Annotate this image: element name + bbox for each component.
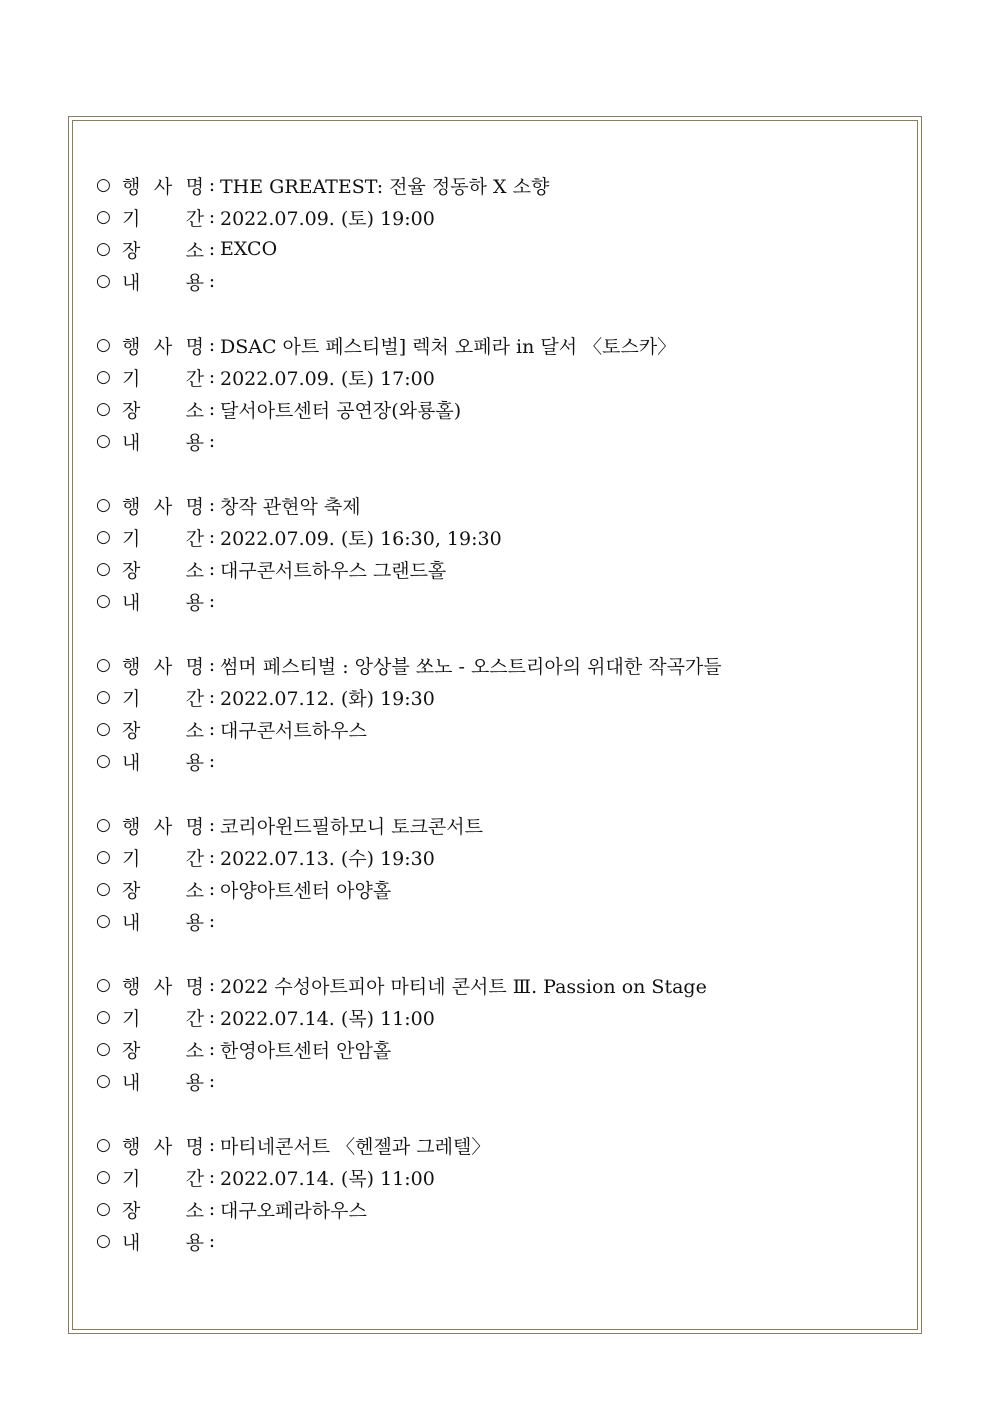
field-separator: :: [208, 686, 216, 708]
circle-bullet-icon: ○: [96, 1167, 111, 1187]
field-separator: :: [208, 398, 216, 420]
event-period-row: [96, 681, 876, 713]
event-block: [96, 809, 876, 937]
event-place-row: [96, 233, 876, 265]
field-separator: :: [208, 174, 216, 196]
field-label: [122, 1004, 204, 1031]
event-place-row: [96, 553, 876, 585]
field-label: [122, 172, 204, 199]
event-name-row: [96, 489, 876, 521]
circle-bullet-icon: ○: [96, 559, 111, 579]
circle-bullet-icon: ○: [96, 239, 111, 259]
field-label-char: 내: [122, 271, 141, 294]
circle-bullet-icon: ○: [96, 335, 111, 355]
field-label: [122, 1164, 204, 1191]
circle-bullet-icon: ○: [96, 399, 111, 419]
field-separator: :: [208, 1134, 216, 1156]
field-label-char: 내: [122, 751, 141, 774]
circle-bullet-icon: ○: [96, 751, 111, 771]
circle-bullet-icon: ○: [96, 175, 111, 195]
circle-bullet-icon: ○: [96, 527, 111, 547]
event-content-row: [96, 905, 876, 937]
event-content-row: [96, 745, 876, 777]
circle-bullet-icon: ○: [96, 1039, 111, 1059]
field-separator: :: [208, 1038, 216, 1060]
event-period-row: [96, 201, 876, 233]
event-place-value: 달서아트센터 공연장(와룡홀): [220, 399, 462, 422]
event-block: [96, 649, 876, 777]
event-name-row: [96, 1129, 876, 1161]
field-separator: :: [208, 238, 216, 260]
page-border: [68, 116, 922, 1334]
field-label-char: 사: [153, 975, 173, 998]
circle-bullet-icon: ○: [96, 591, 111, 611]
event-place-value: 대구콘서트하우스: [220, 719, 367, 742]
event-place-value: 대구콘서트하우스 그랜드홀: [220, 559, 447, 582]
field-label-char: 행: [122, 335, 141, 358]
field-label-char: 간: [185, 847, 204, 870]
field-separator: :: [208, 526, 216, 548]
event-period-row: [96, 361, 876, 393]
field-label: [122, 1068, 204, 1095]
circle-bullet-icon: ○: [96, 687, 111, 707]
field-separator: :: [208, 1070, 216, 1092]
circle-bullet-icon: ○: [96, 367, 111, 387]
field-label-char: 간: [185, 367, 204, 390]
field-label-char: 내: [122, 591, 141, 614]
circle-bullet-icon: ○: [96, 847, 111, 867]
field-label: [122, 812, 204, 839]
event-name-row: [96, 969, 876, 1001]
field-label-char: 사: [153, 655, 173, 678]
field-label-char: 행: [122, 495, 141, 518]
field-label: [122, 684, 204, 711]
field-label: [122, 1228, 204, 1255]
field-separator: :: [208, 1198, 216, 1220]
circle-bullet-icon: ○: [96, 495, 111, 515]
event-content-row: [96, 425, 876, 457]
event-place-value: 아양아트센터 아양홀: [220, 879, 392, 902]
event-content-row: [96, 585, 876, 617]
field-separator: :: [208, 878, 216, 900]
field-label-char: 행: [122, 1135, 141, 1158]
field-label-char: 명: [185, 815, 204, 838]
event-name-value: DSAC 아트 페스티벌] 렉처 오페라 in 달서 〈토스카〉: [220, 335, 677, 358]
event-block: [96, 969, 876, 1097]
event-place-row: [96, 873, 876, 905]
field-separator: :: [208, 910, 216, 932]
field-separator: :: [208, 1166, 216, 1188]
event-block: [96, 329, 876, 457]
event-period-value: 2022.07.13. (수) 19:30: [220, 847, 435, 870]
field-label-char: 소: [185, 239, 204, 262]
field-separator: :: [208, 814, 216, 836]
field-label-char: 사: [153, 495, 173, 518]
field-label-char: 명: [185, 655, 204, 678]
field-label-char: 기: [122, 1167, 141, 1190]
event-name-row: [96, 329, 876, 361]
field-separator: :: [208, 846, 216, 868]
event-period-value: 2022.07.09. (토) 16:30, 19:30: [220, 527, 502, 550]
event-place-row: [96, 1193, 876, 1225]
field-label-char: 기: [122, 207, 141, 230]
event-content-row: [96, 1225, 876, 1257]
event-place-value: 한영아트센터 안암홀: [220, 1039, 392, 1062]
field-label-char: 내: [122, 1231, 141, 1254]
field-label-char: 장: [122, 239, 141, 262]
event-place-row: [96, 1033, 876, 1065]
event-content-row: [96, 265, 876, 297]
event-period-value: 2022.07.09. (토) 17:00: [220, 367, 435, 390]
field-label-char: 내: [122, 911, 141, 934]
field-label-char: 소: [185, 1039, 204, 1062]
circle-bullet-icon: ○: [96, 815, 111, 835]
field-label-char: 행: [122, 815, 141, 838]
event-name-row: [96, 809, 876, 841]
event-period-row: [96, 841, 876, 873]
field-label-char: 소: [185, 399, 204, 422]
field-label-char: 장: [122, 719, 141, 742]
field-separator: :: [208, 1230, 216, 1252]
field-separator: :: [208, 366, 216, 388]
field-label: [122, 396, 204, 423]
field-label-char: 용: [185, 591, 204, 614]
circle-bullet-icon: ○: [96, 1231, 111, 1251]
field-label: [122, 236, 204, 263]
field-label: [122, 844, 204, 871]
event-period-value: 2022.07.14. (목) 11:00: [220, 1167, 435, 1190]
field-label: [122, 332, 204, 359]
field-separator: :: [208, 1006, 216, 1028]
circle-bullet-icon: ○: [96, 1199, 111, 1219]
event-name-value: 창작 관현악 축제: [220, 495, 361, 518]
field-label-char: 용: [185, 1071, 204, 1094]
field-label: [122, 652, 204, 679]
field-label-char: 간: [185, 1007, 204, 1030]
event-block: [96, 489, 876, 617]
event-list: [96, 169, 876, 1289]
field-label-char: 기: [122, 527, 141, 550]
field-separator: :: [208, 270, 216, 292]
field-label: [122, 908, 204, 935]
field-label: [122, 1132, 204, 1159]
field-label-char: 기: [122, 847, 141, 870]
field-label: [122, 1196, 204, 1223]
field-separator: :: [208, 718, 216, 740]
field-separator: :: [208, 558, 216, 580]
circle-bullet-icon: ○: [96, 431, 111, 451]
field-label-char: 소: [185, 559, 204, 582]
event-period-row: [96, 521, 876, 553]
event-period-value: 2022.07.12. (화) 19:30: [220, 687, 435, 710]
field-label: [122, 972, 204, 999]
field-label-char: 장: [122, 559, 141, 582]
circle-bullet-icon: ○: [96, 719, 111, 739]
field-label-char: 행: [122, 655, 141, 678]
field-separator: :: [208, 206, 216, 228]
field-label-char: 간: [185, 207, 204, 230]
field-separator: :: [208, 494, 216, 516]
field-label-char: 용: [185, 271, 204, 294]
field-label-char: 장: [122, 399, 141, 422]
field-label-char: 사: [153, 815, 173, 838]
event-name-row: [96, 649, 876, 681]
field-label: [122, 588, 204, 615]
field-separator: :: [208, 334, 216, 356]
field-label-char: 간: [185, 687, 204, 710]
field-separator: :: [208, 974, 216, 996]
field-label-char: 사: [153, 175, 173, 198]
field-label: [122, 748, 204, 775]
event-place-row: [96, 393, 876, 425]
field-label: [122, 268, 204, 295]
event-name-value: 썸머 페스티벌 : 앙상블 쏘노 - 오스트리아의 위대한 작곡가들: [220, 655, 722, 678]
field-label: [122, 876, 204, 903]
event-block: [96, 1129, 876, 1257]
field-label-char: 명: [185, 335, 204, 358]
field-separator: :: [208, 654, 216, 676]
event-period-row: [96, 1001, 876, 1033]
field-label-char: 소: [185, 719, 204, 742]
circle-bullet-icon: ○: [96, 975, 111, 995]
circle-bullet-icon: ○: [96, 879, 111, 899]
field-label-char: 내: [122, 1071, 141, 1094]
field-label-char: 행: [122, 975, 141, 998]
event-block: [96, 169, 876, 297]
field-label-char: 용: [185, 431, 204, 454]
event-name-value: 2022 수성아트피아 마티네 콘서트 Ⅲ. Passion on Stage: [220, 975, 707, 998]
field-label-char: 기: [122, 687, 141, 710]
field-separator: :: [208, 750, 216, 772]
field-separator: :: [208, 590, 216, 612]
event-place-value: EXCO: [220, 238, 278, 260]
field-label-char: 명: [185, 495, 204, 518]
event-content-row: [96, 1065, 876, 1097]
event-name-value: 코리아윈드필하모니 토크콘서트: [220, 815, 483, 838]
circle-bullet-icon: ○: [96, 655, 111, 675]
field-label-char: 행: [122, 175, 141, 198]
field-label-char: 용: [185, 911, 204, 934]
field-label-char: 용: [185, 1231, 204, 1254]
field-label-char: 기: [122, 367, 141, 390]
field-label: [122, 492, 204, 519]
field-label-char: 기: [122, 1007, 141, 1030]
circle-bullet-icon: ○: [96, 207, 111, 227]
field-label-char: 명: [185, 175, 204, 198]
field-label-char: 용: [185, 751, 204, 774]
field-label-char: 장: [122, 1039, 141, 1062]
field-label-char: 간: [185, 527, 204, 550]
event-name-value: 마티네콘서트 〈헨젤과 그레텔〉: [220, 1135, 491, 1158]
field-label-char: 장: [122, 1199, 141, 1222]
field-label: [122, 1036, 204, 1063]
field-label-char: 소: [185, 1199, 204, 1222]
circle-bullet-icon: ○: [96, 1135, 111, 1155]
field-label-char: 사: [153, 335, 173, 358]
field-separator: :: [208, 430, 216, 452]
field-label: [122, 716, 204, 743]
field-label-char: 사: [153, 1135, 173, 1158]
circle-bullet-icon: ○: [96, 911, 111, 931]
field-label-char: 명: [185, 1135, 204, 1158]
event-place-row: [96, 713, 876, 745]
event-name-value: THE GREATEST: 전율 정동하 X 소향: [220, 175, 550, 198]
field-label: [122, 364, 204, 391]
field-label: [122, 428, 204, 455]
event-name-row: [96, 169, 876, 201]
circle-bullet-icon: ○: [96, 271, 111, 291]
field-label-char: 장: [122, 879, 141, 902]
field-label: [122, 556, 204, 583]
field-label-char: 소: [185, 879, 204, 902]
field-label: [122, 204, 204, 231]
circle-bullet-icon: ○: [96, 1071, 111, 1091]
field-label-char: 명: [185, 975, 204, 998]
event-period-value: 2022.07.09. (토) 19:00: [220, 207, 435, 230]
field-label-char: 내: [122, 431, 141, 454]
field-label-char: 간: [185, 1167, 204, 1190]
field-label: [122, 524, 204, 551]
event-period-value: 2022.07.14. (목) 11:00: [220, 1007, 435, 1030]
event-period-row: [96, 1161, 876, 1193]
circle-bullet-icon: ○: [96, 1007, 111, 1027]
event-place-value: 대구오페라하우스: [220, 1199, 367, 1222]
